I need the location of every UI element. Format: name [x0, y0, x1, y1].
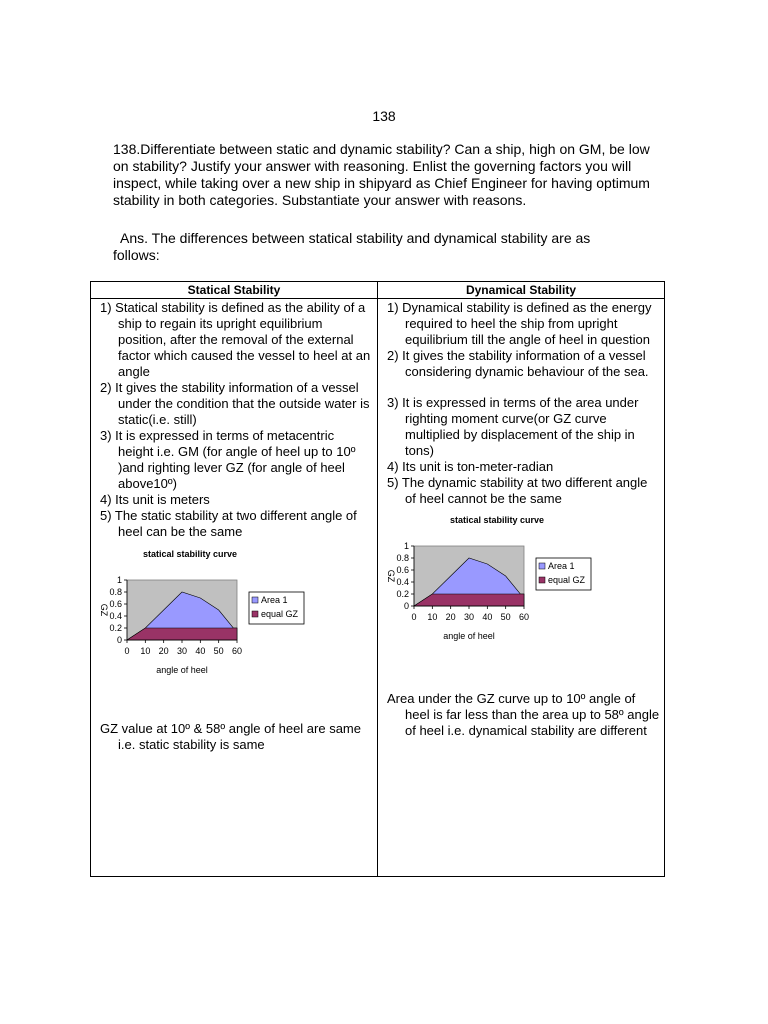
y-tick-label: 0.2 [109, 623, 122, 633]
legend-swatch [252, 611, 258, 617]
series-area-2 [127, 628, 237, 640]
dynamical-column [378, 299, 665, 877]
statical-item-2: 2) It gives the stability information of a vessel under the condition that the outside water is static(i.e. still) [100, 380, 370, 427]
legend-label: equal GZ [548, 575, 586, 585]
legend-label: Area 1 [261, 595, 288, 605]
x-tick-label: 0 [411, 612, 417, 622]
y-tick-label: 0 [116, 635, 122, 645]
answer-intro [113, 230, 653, 264]
y-tick-label: 0.4 [109, 611, 122, 621]
x-tick-label: 30 [176, 646, 188, 656]
legend-swatch [252, 597, 258, 603]
chart-svg [382, 526, 586, 651]
chart-title: statical stability curve [142, 549, 238, 559]
statical-item-1: 1) Statical stability is defined as the ability of a ship to regain its upright equilibrium position, after the removal of the external factor which caused the vessel to heel at an angle [100, 300, 371, 379]
legend-label: Area 1 [548, 561, 575, 571]
x-tick-label: 30 [463, 612, 475, 622]
chart-left [95, 549, 299, 685]
y-tick-label: 0.4 [396, 577, 409, 587]
statical-item-3: 3) It is expressed in terms of metacentric height i.e. GM (for angle of heel up to 10º )and righting lever GZ (for angle of heel above10º) [100, 428, 356, 491]
x-tick-label: 60 [518, 612, 530, 622]
statical-column [91, 299, 378, 877]
x-axis-label: angle of heel [156, 665, 208, 675]
x-tick-label: 60 [231, 646, 243, 656]
dynamical-note: Area under the GZ curve up to 10º angle of heel is far less than the area up to 58º angle of heel i.e. dynamical stability are different [387, 691, 660, 738]
answer-line-1: Ans. The differences between statical stability and dynamical stability are as [120, 230, 591, 246]
statical-item-4: 4) Its unit is meters [100, 492, 210, 507]
y-tick-label: 0.6 [396, 565, 409, 575]
answer-line-2: follows: [113, 247, 160, 263]
x-tick-label: 0 [124, 646, 130, 656]
header-dynamical: Dynamical Stability [378, 282, 665, 299]
x-tick-label: 20 [158, 646, 169, 656]
y-tick-label: 0.6 [109, 599, 122, 609]
y-tick-label: 0.8 [396, 553, 409, 563]
table-body-row [91, 299, 665, 877]
legend-swatch [539, 563, 545, 569]
series-area-2 [414, 594, 524, 606]
y-tick-label: 1 [116, 575, 122, 585]
table-header-row [91, 282, 665, 299]
statical-note: GZ value at 10º & 58º angle of heel are same i.e. static stability is same [100, 721, 361, 752]
x-tick-label: 40 [195, 646, 206, 656]
dynamical-item-1: 1) Dynamical stability is defined as the energy required to heel the ship from upright equilibrium till the angle of heel in question [387, 300, 652, 347]
legend-swatch [539, 577, 545, 583]
y-axis-label: GZ [386, 569, 396, 583]
dynamical-item-4: 4) Its unit is ton-meter-radian [387, 459, 554, 474]
x-tick-label: 50 [500, 612, 511, 622]
legend-label: equal GZ [261, 609, 299, 619]
chart-svg [95, 560, 299, 685]
x-tick-label: 50 [213, 646, 224, 656]
question-text: 138.Differentiate between static and dynamic stability? Can a ship, high on GM, be low on stability? Justify your answer with reasoning. Enlist the governing factors you will inspect, while taking over a new ship in shipyard as Chief Engineer for having optimum stability in both categories. Substantiate your answer with reasons. [113, 141, 650, 208]
x-tick-label: 20 [445, 612, 456, 622]
x-tick-label: 40 [482, 612, 493, 622]
header-statical: Statical Stability [91, 282, 378, 299]
dynamical-item-5: 5) The dynamic stability at two different angle of heel cannot be the same [387, 475, 648, 506]
x-tick-label: 10 [427, 612, 438, 622]
x-tick-label: 10 [140, 646, 151, 656]
comparison-table [90, 281, 665, 877]
y-tick-label: 0.2 [396, 589, 409, 599]
y-tick-label: 0 [403, 601, 409, 611]
chart-title: statical stability curve [449, 515, 545, 525]
dynamical-item-3: 3) It is expressed in terms of the area under righting moment curve(or GZ curve multiplied by displacement of the ship in tons) [387, 395, 639, 458]
y-tick-label: 0.8 [109, 587, 122, 597]
y-axis-label: GZ [99, 603, 109, 617]
y-tick-label: 1 [403, 541, 409, 551]
page-number: 138 [372, 108, 396, 124]
chart-right [382, 515, 612, 651]
statical-item-5: 5) The static stability at two different angle of heel can be the same [100, 508, 357, 539]
dynamical-item-2: 2) It gives the stability information of a vessel considering dynamic behaviour of the sea. [387, 348, 649, 379]
x-axis-label: angle of heel [443, 631, 495, 641]
